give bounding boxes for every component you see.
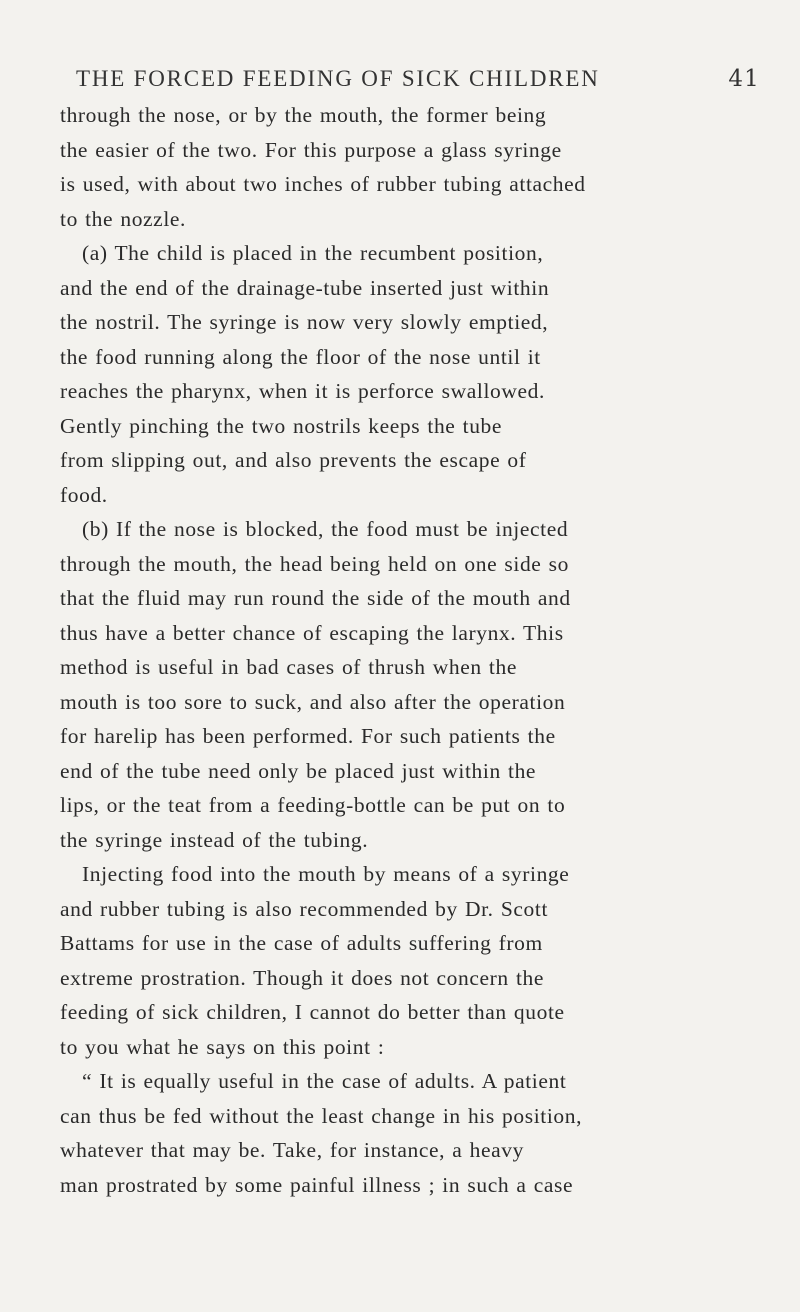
text-line: man prostrated by some painful illness ; in such a case xyxy=(60,1172,574,1197)
text-line: lips, or the teat from a feeding-bottle can be put on to xyxy=(60,793,566,817)
text-line: thus have a better chance of escaping the larynx. This xyxy=(60,620,564,645)
page-number: 41 xyxy=(728,66,760,92)
text-line: and rubber tubing is also recommended by Dr. Scott xyxy=(60,896,549,921)
text-line: to the nozzle. xyxy=(60,206,187,231)
text-line: to you what he says on this point : xyxy=(60,1034,385,1059)
text-line: Battams for use in the case of adults suffering from xyxy=(60,931,543,955)
text-line: (b) If the nose is blocked, the food must be injected xyxy=(82,517,569,541)
text-line: is used, with about two inches of rubber tubing attached xyxy=(60,172,586,196)
text-line: (a) The child is placed in the recumbent position, xyxy=(82,241,544,265)
body-text xyxy=(60,98,746,1202)
text-line: and the end of the drainage-tube inserted just within xyxy=(60,275,550,300)
text-line: “ It is equally useful in the case of adults. A patient xyxy=(82,1069,567,1093)
text-line: reaches the pharynx, when it is perforce swallowed. xyxy=(60,379,545,403)
text-line: can thus be fed without the least change in his position, xyxy=(60,1103,583,1128)
text-line: the food running along the floor of the nose until it xyxy=(60,344,541,369)
text-line: Gently pinching the two nostrils keeps the tube xyxy=(60,413,503,438)
text-line: mouth is too sore to suck, and also after the operation xyxy=(60,689,566,714)
text-line: feeding of sick children, I cannot do better than quote xyxy=(60,1000,565,1024)
text-line: that the fluid may run round the side of the mouth and xyxy=(60,586,571,610)
text-line: Injecting food into the mouth by means of a syringe xyxy=(82,862,570,886)
text-line: through the nose, or by the mouth, the former being xyxy=(60,103,547,127)
text-line: food. xyxy=(60,482,108,507)
text-line: extreme prostration. Though it does not concern the xyxy=(60,965,545,990)
text-line: end of the tube need only be placed just within the xyxy=(60,758,537,783)
text-line: from slipping out, and also prevents the escape of xyxy=(60,448,527,472)
text-line: through the mouth, the head being held on one side so xyxy=(60,551,569,576)
text-line: the easier of the two. For this purpose a glass syringe xyxy=(60,137,562,162)
text-line: for harelip has been performed. For such patients the xyxy=(60,724,556,748)
text-line: whatever that may be. Take, for instance, a heavy xyxy=(60,1138,524,1162)
text-line: method is useful in bad cases of thrush when the xyxy=(60,655,517,679)
running-head-title: THE FORCED FEEDING OF SICK CHILDREN xyxy=(76,66,600,91)
text-line: the syringe instead of the tubing. xyxy=(60,827,369,852)
text-line: the nostril. The syringe is now very slowly emptied, xyxy=(60,310,549,334)
